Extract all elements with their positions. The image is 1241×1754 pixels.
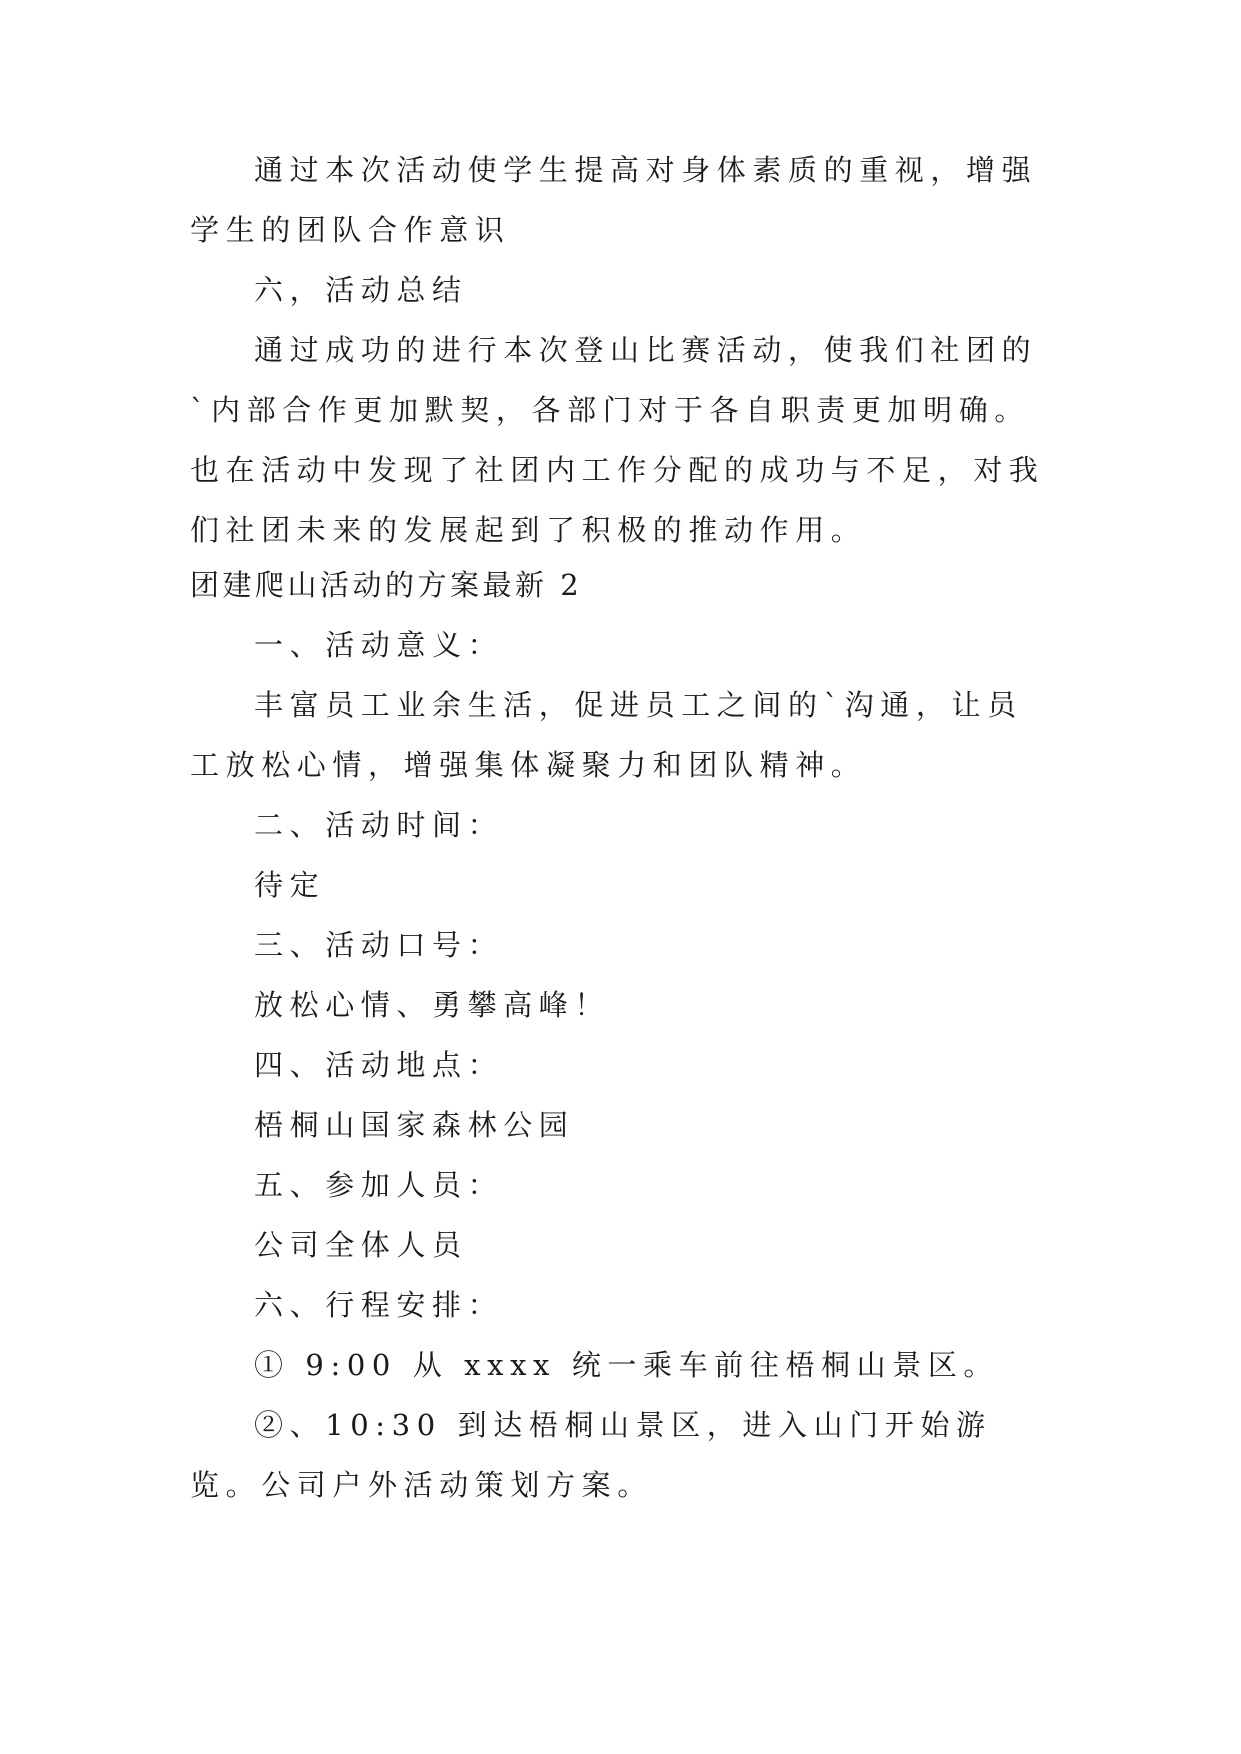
heading-location: 四、活动地点：: [254, 1048, 504, 1082]
section-1: [190, 140, 1050, 560]
heading-time: 二、活动时间：: [254, 808, 504, 842]
heading-slogan: 三、活动口号：: [254, 928, 504, 962]
purpose-paragraph: 通过本次活动使学生提高对身体素质的重视，增强学生的团队合作意识: [190, 153, 1038, 247]
participants-value: 公司全体人员: [254, 1228, 468, 1262]
heading-meaning: 一、活动意义：: [254, 628, 504, 662]
section-2: [190, 555, 1050, 1515]
schedule-item-1: ① 9:00 从 xxxx 统一乘车前往梧桐山景区。: [254, 1348, 1000, 1382]
location-value: 梧桐山国家森林公园: [254, 1108, 575, 1142]
heading-participants: 五、参加人员：: [254, 1168, 504, 1202]
section-title: 团建爬山活动的方案最新 2: [190, 568, 583, 602]
time-value: 待定: [254, 868, 326, 902]
summary-heading: 六，活动总结: [254, 273, 468, 307]
summary-paragraph: 通过成功的进行本次登山比赛活动，使我们社团的`内部合作更加默契，各部门对于各自职责更加明确。也在活动中发现了社团内工作分配的成功与不足，对我们社团未来的发展起到了积极的推动作用。: [190, 333, 1045, 547]
slogan-value: 放松心情、勇攀高峰！: [254, 988, 611, 1022]
heading-schedule: 六、行程安排：: [254, 1288, 504, 1322]
meaning-paragraph: 丰富员工业余生活，促进员工之间的`沟通，让员工放松心情，增强集体凝聚力和团队精神。: [190, 688, 1023, 782]
schedule-item-2: ②、10:30 到达梧桐山景区，进入山门开始游览。公司户外活动策划方案。: [190, 1408, 992, 1502]
